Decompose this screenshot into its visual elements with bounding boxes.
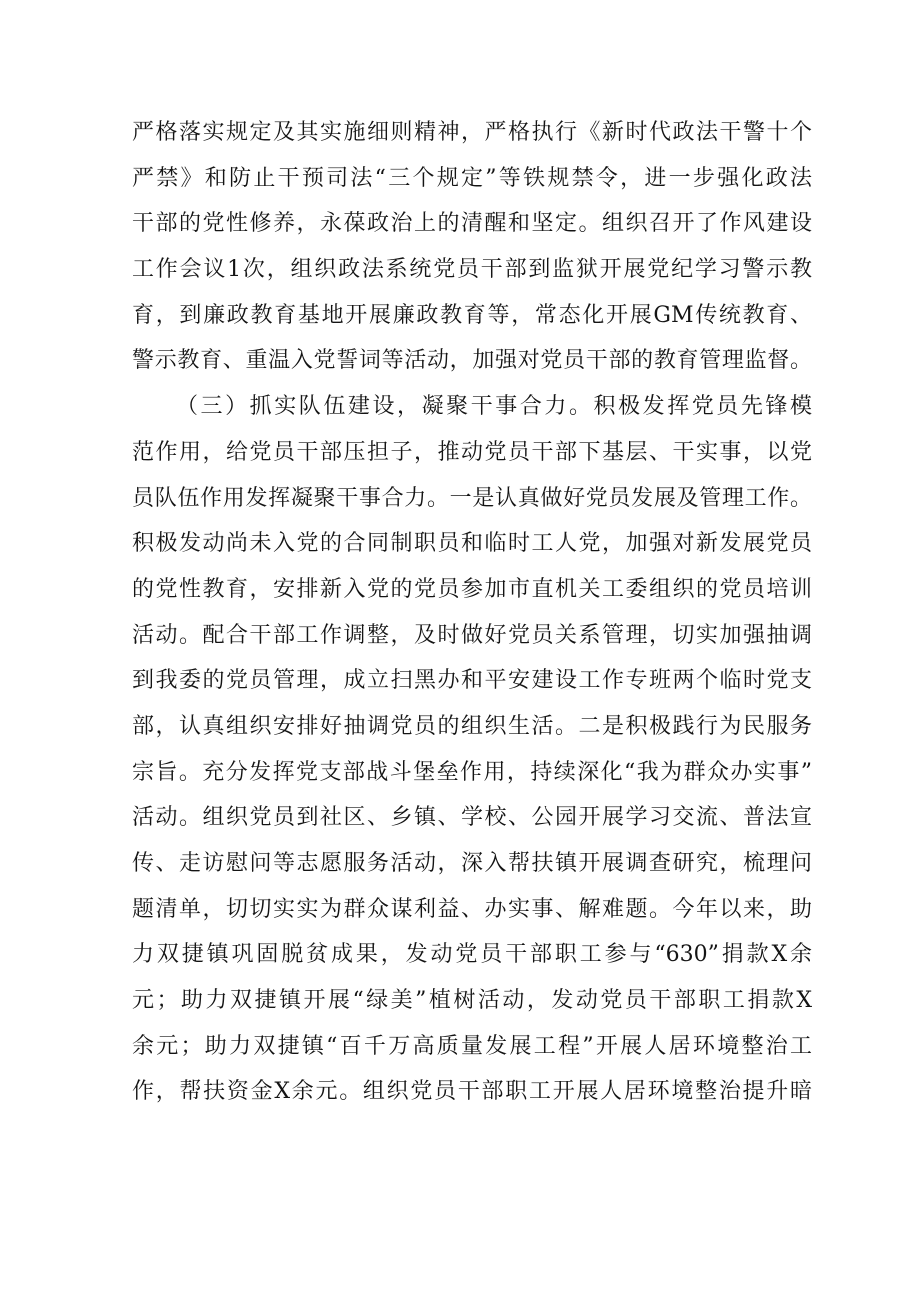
text-line: 宗旨。充分发挥党支部战斗堡垒作用，持续深化“我为群众办实事” — [132, 759, 812, 785]
text-line: 作，帮扶资金X余元。组织党员干部职工开展人居环境整治提升暗 — [132, 1079, 812, 1105]
text-line: 传、走访慰问等志愿服务活动，深入帮扶镇开展调查研究，梳理问 — [132, 851, 812, 876]
text-line: 干部的党性修养，永葆政治上的清醒和坚定。组织召开了作风建设 — [132, 211, 812, 237]
text-line: 活动。组织党员到社区、乡镇、学校、公园开展学习交流、普法宣 — [132, 805, 812, 831]
text-line: 警示教育、重温入党誓词等活动，加强对党员干部的教育管理监督。 — [132, 348, 812, 374]
text-line: 严格落实规定及其实施细则精神，严格执行《新时代政法干警十个 — [132, 120, 812, 145]
text-line: 工作会议1次，组织政法系统党员干部到监狱开展党纪学习警示教 — [132, 257, 812, 283]
text-line: 元；助力双捷镇开展“绿美”植树活动，发动党员干部职工捐款X — [132, 988, 812, 1014]
text-line: 员队伍作用发挥凝聚干事合力。一是认真做好党员发展及管理工作。 — [132, 485, 812, 511]
text-line: 严禁》和防止干预司法“三个规定”等铁规禁令，进一步强化政法 — [132, 165, 812, 191]
text-line: 育，到廉政教育基地开展廉政教育等，常态化开展GM传统教育、 — [132, 302, 812, 328]
text-line: 积极发动尚未入党的合同制职员和临时工人党，加强对新发展党员 — [132, 531, 812, 557]
text-line: 范作用，给党员干部压担子，推动党员干部下基层、干实事，以党 — [132, 439, 812, 465]
text-line: 到我委的党员管理，成立扫黑办和平安建设工作专班两个临时党支 — [132, 668, 812, 694]
text-line: 余元；助力双捷镇“百千万高质量发展工程”开展人居环境整治工 — [132, 1033, 812, 1059]
text-line: 力双捷镇巩固脱贫成果，发动党员干部职工参与“630”捐款X余 — [132, 942, 812, 968]
text-line: 题清单，切切实实为群众谋利益、办实事、解难题。今年以来，助 — [132, 896, 812, 922]
body-text — [132, 110, 812, 1115]
text-line: 部，认真组织安排好抽调党员的组织生活。二是积极践行为民服务 — [132, 713, 812, 739]
text-line: 活动。配合干部工作调整，及时做好党员关系管理，切实加强抽调 — [132, 622, 812, 648]
section-heading-line: （三）抓实队伍建设，凝聚干事合力。积极发挥党员先锋模 — [176, 394, 812, 420]
text-line: 的党性教育，安排新入党的党员参加市直机关工委组织的党员培训 — [132, 576, 812, 602]
